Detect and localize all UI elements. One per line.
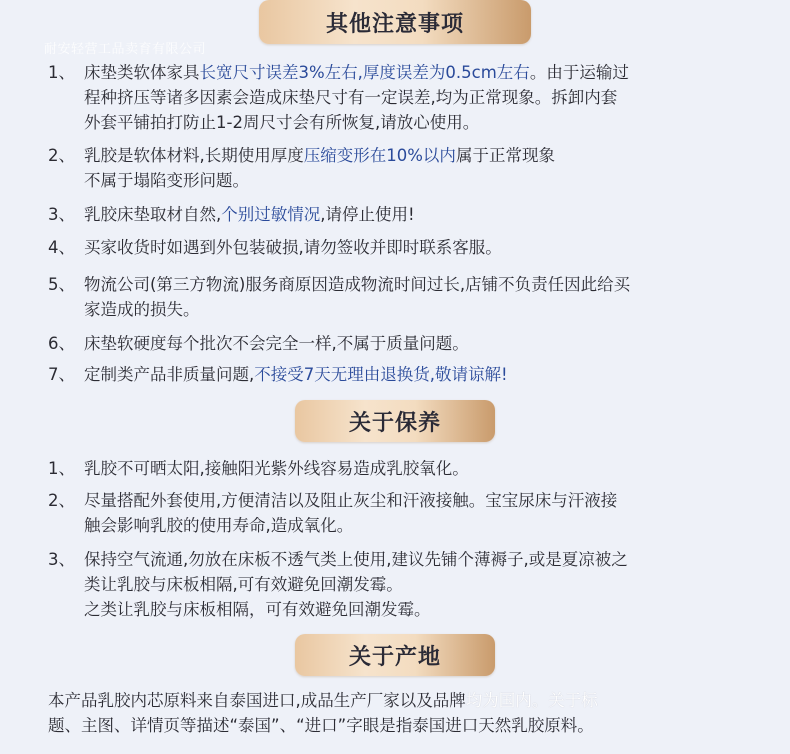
highlight-text: 长宽尺寸误差3%左右,厚度误差为0.5cm左右: [199, 63, 530, 82]
section-title-origin: 关于产地: [295, 634, 495, 676]
section-title-other-notes: 其他注意事项: [259, 0, 531, 44]
watermark-text: 耐安轻营工品卖育有限公司: [44, 42, 207, 57]
highlight-text: 不接受7天无理由退换货,敬请谅解!: [254, 365, 508, 384]
highlight-text: 个别过敏情况: [221, 205, 321, 224]
origin-paragraph: 本产品乳胶内芯原料来自泰国进口,成品生产厂家以及品牌均为国内。关于标 题、主图、详情页等描述“泰国”、“进口”字眼是指泰国进口天然乳胶原料。: [48, 691, 598, 735]
section-title-maintenance: 关于保养: [295, 400, 495, 442]
highlight-text: 压缩变形在10%以内: [303, 146, 456, 165]
faded-text: 均为国内。关于标: [465, 691, 598, 710]
